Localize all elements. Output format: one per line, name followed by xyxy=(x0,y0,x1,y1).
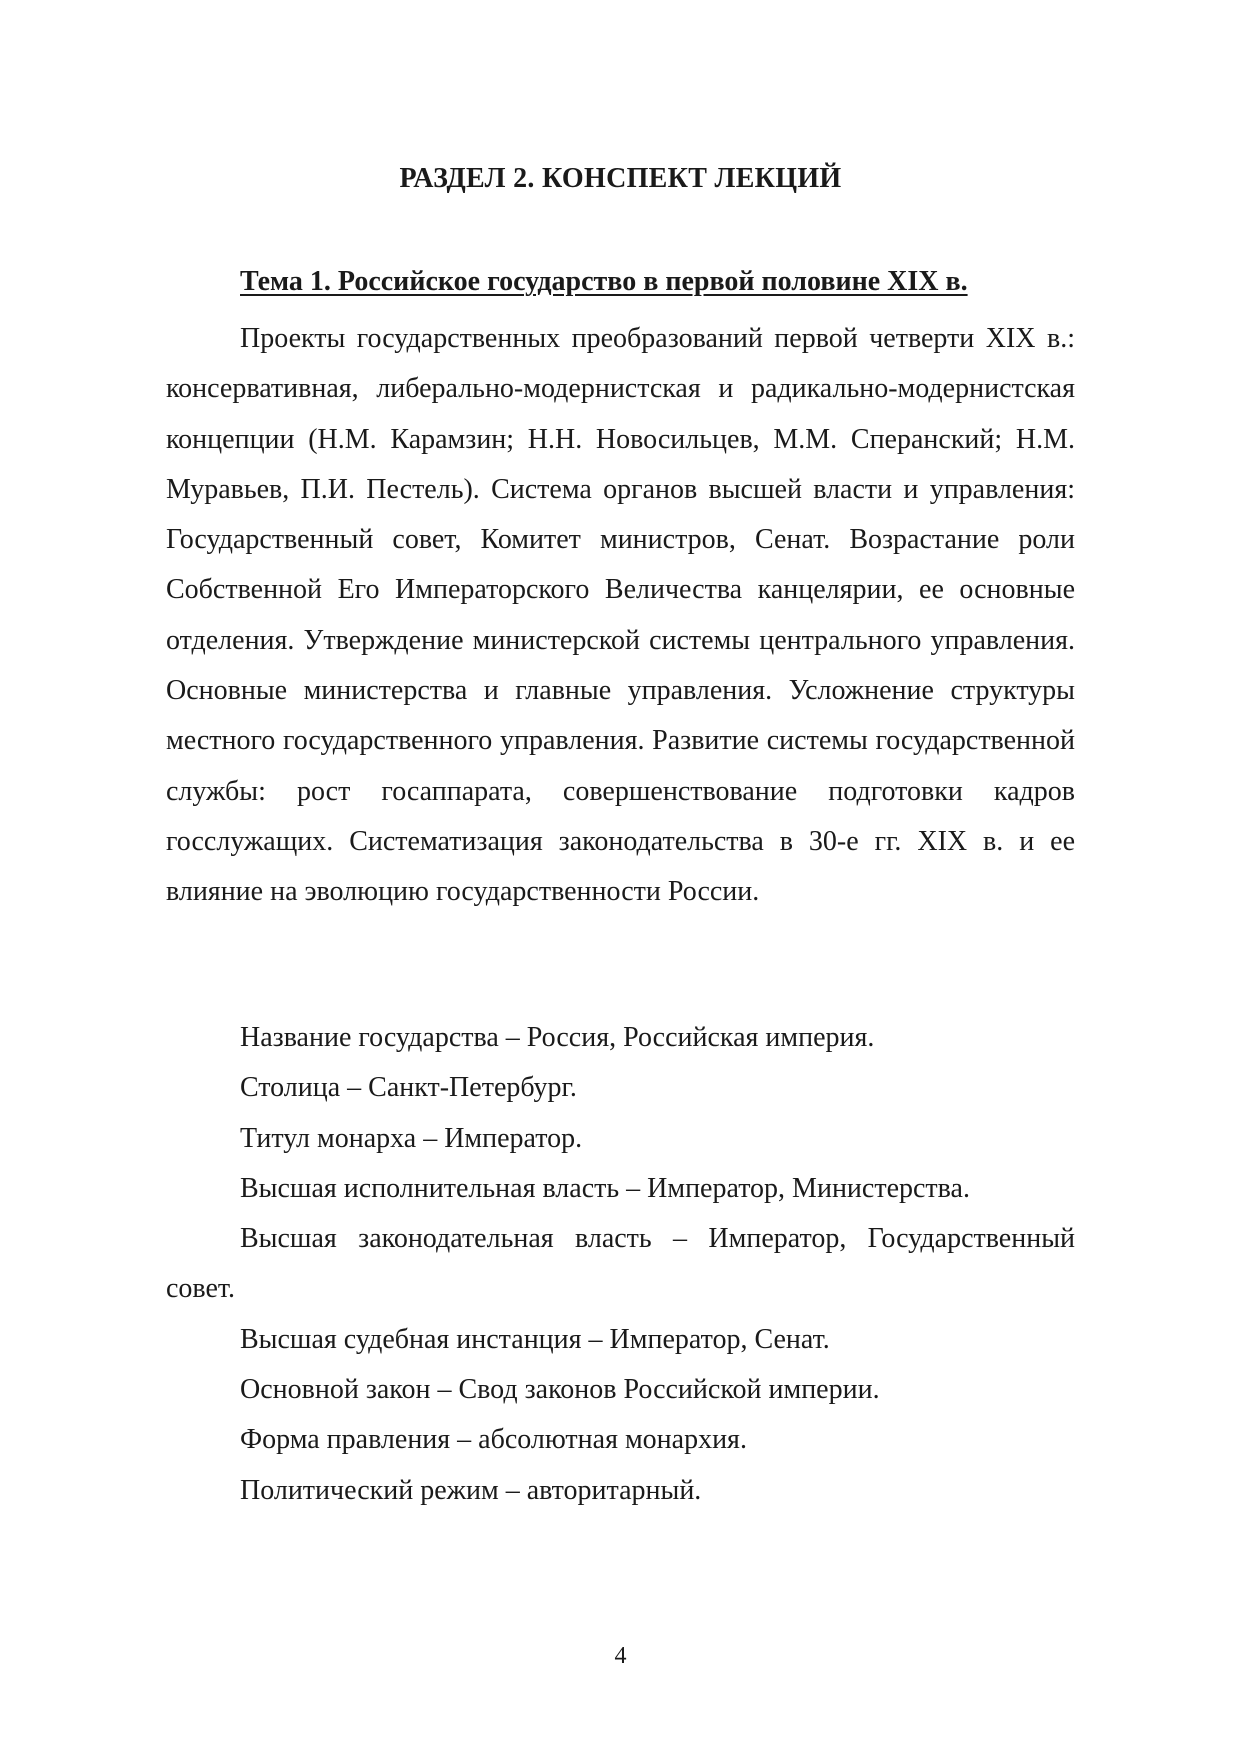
fact-item: Название государства – Россия, Российская империя. xyxy=(240,1022,875,1053)
topic-title: Тема 1. Российское государство в первой половине XIX в. xyxy=(240,266,968,297)
fact-item: Высшая исполнительная власть – Император, Министерства. xyxy=(240,1172,970,1204)
section-title: РАЗДЕЛ 2. КОНСПЕКТ ЛЕКЦИЙ xyxy=(399,163,842,194)
fact-item: Высшая судебная инстанция – Император, Сенат. xyxy=(240,1323,830,1355)
topic-paragraph: Проекты государственных преобразований первой четверти XIX в.: консервативная, либерально-модернистская и радикально-модернистская концепции (Н.М. Карамзин; Н.Н. Новосильцев, М.М. Сперанский; Н.М. Муравьев, П.И. Пестель). Система органов высшей власти и управления: Государственный совет, Комитет министров, Сенат. Возрастание роли Собственной Его Императорского Величества канцелярии, ее основные отделения. Утверждение министерской системы центрального управления. Основные министерства и главные управления. Усложнение структуры местного государственного управления. Развитие системы государственной службы: рост госаппарата, совершенствование подготовки кадров госслужащих. Систематизация законодательства в 30-е гг. XIX в. и ее влияние на эволюцию государственности России. xyxy=(166,323,1075,908)
fact-item: Политический режим – авторитарный. xyxy=(240,1474,702,1506)
fact-item: Высшая законодательная власть – Император, Государственный совет. xyxy=(166,1223,1075,1305)
page-number: 4 xyxy=(614,1643,627,1669)
facts-list xyxy=(166,1013,1075,1516)
fact-item: Форма правления – абсолютная монархия. xyxy=(240,1424,747,1456)
fact-item: Основной закон – Свод законов Российской империи. xyxy=(240,1374,880,1406)
fact-item: Титул монарха – Император. xyxy=(240,1122,583,1154)
fact-item: Столица – Санкт-Петербург. xyxy=(240,1072,577,1104)
